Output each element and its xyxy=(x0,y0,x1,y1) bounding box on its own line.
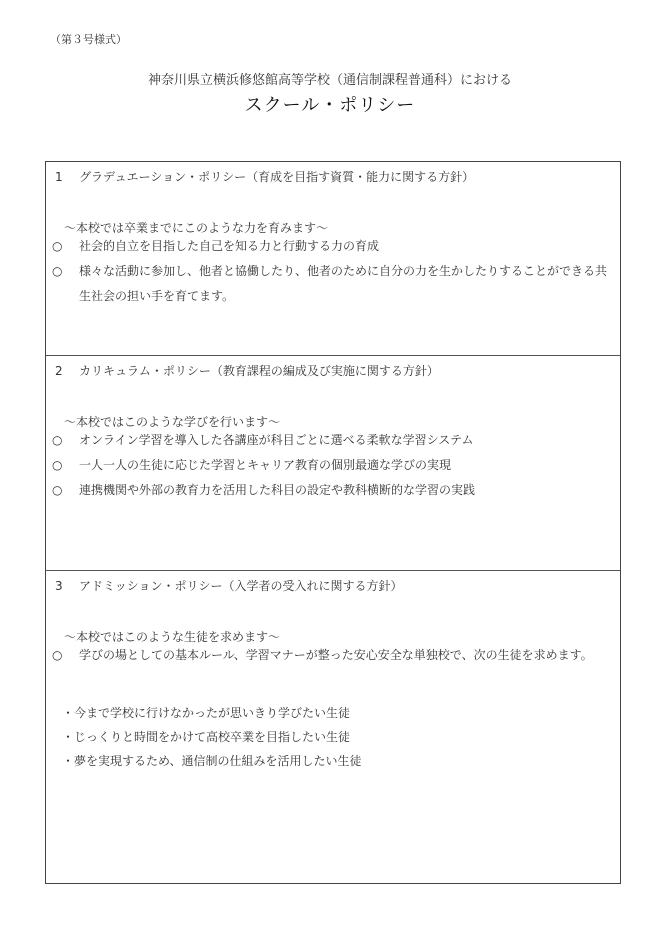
section-heading xyxy=(55,168,474,185)
list-item-text: 学びの場としての基本ルール、学習マナーが整った安心安全な単独校で、次の生徒を求めます。 xyxy=(79,648,593,662)
sub-list-item: ・夢を実現するため、通信制の仕組みを活用したい生徒 xyxy=(62,754,362,768)
section-title: アドミッション・ポリシー（入学者の受入れに関する方針） xyxy=(79,579,403,593)
list-item-text: オンライン学習を導入した各講座が科目ごとに選べる柔軟な学習システム xyxy=(79,433,474,447)
sub-list-item: ・今まで学校に行けなかったが思いきり学びたい生徒 xyxy=(62,706,351,720)
list-item xyxy=(52,234,612,259)
section-curriculum-policy xyxy=(46,355,620,570)
circle-bullet-icon: ○ xyxy=(52,264,63,278)
circle-bullet-icon: ○ xyxy=(52,483,63,497)
section-graduation-policy xyxy=(46,162,620,355)
list-item xyxy=(52,478,612,503)
section-heading xyxy=(55,577,403,594)
section-title: カリキュラム・ポリシー（教育課程の編成及び実施に関する方針） xyxy=(79,364,439,378)
form-number: （第３号様式） xyxy=(50,33,127,46)
circle-bullet-icon: ○ xyxy=(52,239,63,253)
section-admission-policy xyxy=(46,570,620,883)
list-item-text: 様々な活動に参加し、他者と協働したり、他者のために自分の力を生かしたりすることができる共生社会の担い手を育てます。 xyxy=(79,264,608,303)
circle-bullet-icon: ○ xyxy=(52,433,63,447)
circle-bullet-icon: ○ xyxy=(52,648,63,662)
section-number: 3 xyxy=(55,579,63,593)
list-item-text: 社会的自立を目指した自己を知る力と行動する力の育成 xyxy=(79,239,380,253)
policy-table xyxy=(45,161,621,884)
list-item xyxy=(52,453,612,478)
section-intro: ～本校ではこのような学びを行います～ xyxy=(64,415,281,429)
section-intro: ～本校ではこのような生徒を求めます～ xyxy=(64,630,281,644)
section-number: 1 xyxy=(55,170,63,184)
list-item xyxy=(52,428,612,453)
section-title: グラデュエーション・ポリシー（育成を目指す資質・能力に関する方針） xyxy=(79,170,475,184)
sub-list-item: ・じっくりと時間をかけて高校卒業を目指したい生徒 xyxy=(62,730,351,744)
list-item xyxy=(52,259,612,309)
page-title: スクール・ポリシー xyxy=(244,95,416,116)
list-item-text: 連携機関や外部の教育力を活用した科目の設定や教科横断的な学習の実践 xyxy=(79,483,476,497)
section-number: 2 xyxy=(55,364,63,378)
section-heading xyxy=(55,362,439,379)
section-intro: ～本校では卒業までにこのような力を育みます～ xyxy=(64,221,329,235)
school-name-line: 神奈川県立横浜修悠館高等学校（通信制課程普通科）における xyxy=(147,73,512,88)
list-item xyxy=(52,643,612,668)
list-item-text: 一人一人の生徒に応じた学習とキャリア教育の個別最適な学びの実現 xyxy=(79,458,452,472)
circle-bullet-icon: ○ xyxy=(52,458,63,472)
